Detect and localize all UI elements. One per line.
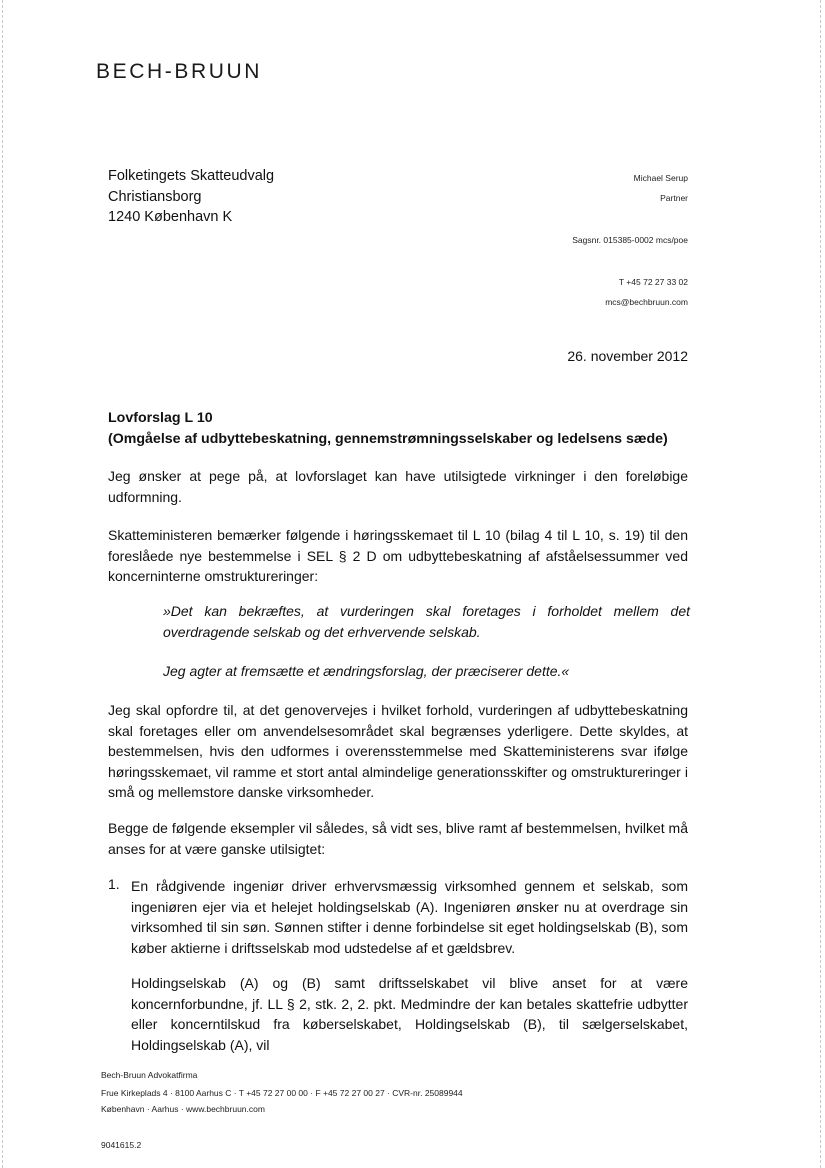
list-item-number: 1. bbox=[108, 876, 120, 892]
subject-line-2: (Omgåelse af udbyttebeskatning, gennemstrømningsselskaber og ledelsens sæde) bbox=[108, 431, 668, 447]
quote-1: »Det kan bekræftes, at vurderingen skal foretages i forholdet mellem det overdragende selskab og det erhvervende selskab. bbox=[163, 603, 690, 640]
sender-title: Partner bbox=[660, 193, 688, 203]
document-id: 9041615.2 bbox=[101, 1140, 142, 1150]
letter-subject bbox=[108, 408, 668, 450]
footer-offices: København · Aarhus · www.bechbruun.com bbox=[101, 1104, 265, 1114]
sender-name: Michael Serup bbox=[633, 173, 688, 183]
page-edge-right bbox=[820, 0, 821, 1168]
recipient-line-1: Folketingets Skatteudvalg bbox=[108, 168, 275, 184]
subject-line-1: Lovforslag L 10 bbox=[108, 410, 213, 426]
footer-address: Frue Kirkeplads 4 · 8100 Aarhus C · T +45 72 27 00 00 · F +45 72 27 00 27 · CVR-nr. 25089944 bbox=[101, 1088, 463, 1098]
recipient-address bbox=[108, 166, 274, 228]
page-edge-left bbox=[2, 0, 3, 1168]
recipient-line-3: 1240 København K bbox=[108, 209, 233, 225]
letter-date: 26. november 2012 bbox=[567, 348, 688, 364]
list-item-text-b: Holdingselskab (A) og (B) samt driftsselskabet vil blive anset for at være koncernforbundne, jf. LL § 2, stk. 2, 2. pkt. Medmindre der kan betales skattefrie udbytter eller koncerntilskud fra køberselskabet, Holdingselskab (B), til sælgerselskabet, Holdingselskab (A), vil bbox=[131, 975, 688, 1053]
case-reference: Sagsnr. 015385-0002 mcs/poe bbox=[572, 235, 688, 245]
recipient-line-2: Christiansborg bbox=[108, 188, 202, 205]
paragraph-4: Begge de følgende eksempler vil således, så vidt ses, blive ramt af bestemmelsen, hvilket må anses for at være ganske utilsigtet: bbox=[108, 820, 688, 857]
footer-firm: Bech-Bruun Advokatfirma bbox=[101, 1070, 198, 1080]
sender-email[interactable]: mcs@bechbruun.com bbox=[605, 297, 688, 307]
company-logo: BECH-BRUUN bbox=[96, 60, 263, 83]
paragraph-3: Jeg skal opfordre til, at det genovervejes i hvilket forhold, vurderingen af udbyttebeskatning skal foretages eller om anvendelsesområdet skal begrænses yderligere. Dette skyldes, at bestemmelsen, hvis den udformes i overensstemmelse med Skatteministerens svar ifølge høringsskemaet, vil ramme et stort antal almindelige generationsskifter og omstruktureringer i små og mellemstore danske virksomheder. bbox=[108, 702, 688, 801]
paragraph-1: Jeg ønsker at pege på, at lovforslaget kan have utilsigtede virkninger i den foreløbige udformning. bbox=[108, 468, 688, 505]
quote-2: Jeg agter at fremsætte et ændringsforslag, der præciserer dette.« bbox=[163, 663, 570, 679]
list-item-text-a: En rådgivende ingeniør driver erhvervsmæssig virksomhed gennem et selskab, som ingeniøren ejer via et helejet holdingselskab (A). Ingeniøren ønsker nu at overdrage sin virksomhed til sin søn. Sønnen stifter i denne forbindelse sit eget holdingselskab (B), som køber aktierne i driftsselskab mod udstedelse af et gældsbrev. bbox=[131, 878, 688, 956]
sender-phone: T +45 72 27 33 02 bbox=[618, 277, 688, 287]
paragraph-2: Skatteministeren bemærker følgende i høringsskemaet til L 10 (bilag 4 til L 10, s. 19) til den foreslåede nye bestemmelse i SEL § 2 D om udbyttebeskatning af afståelsessummer ved koncerninterne omstruktureringer: bbox=[108, 527, 688, 585]
